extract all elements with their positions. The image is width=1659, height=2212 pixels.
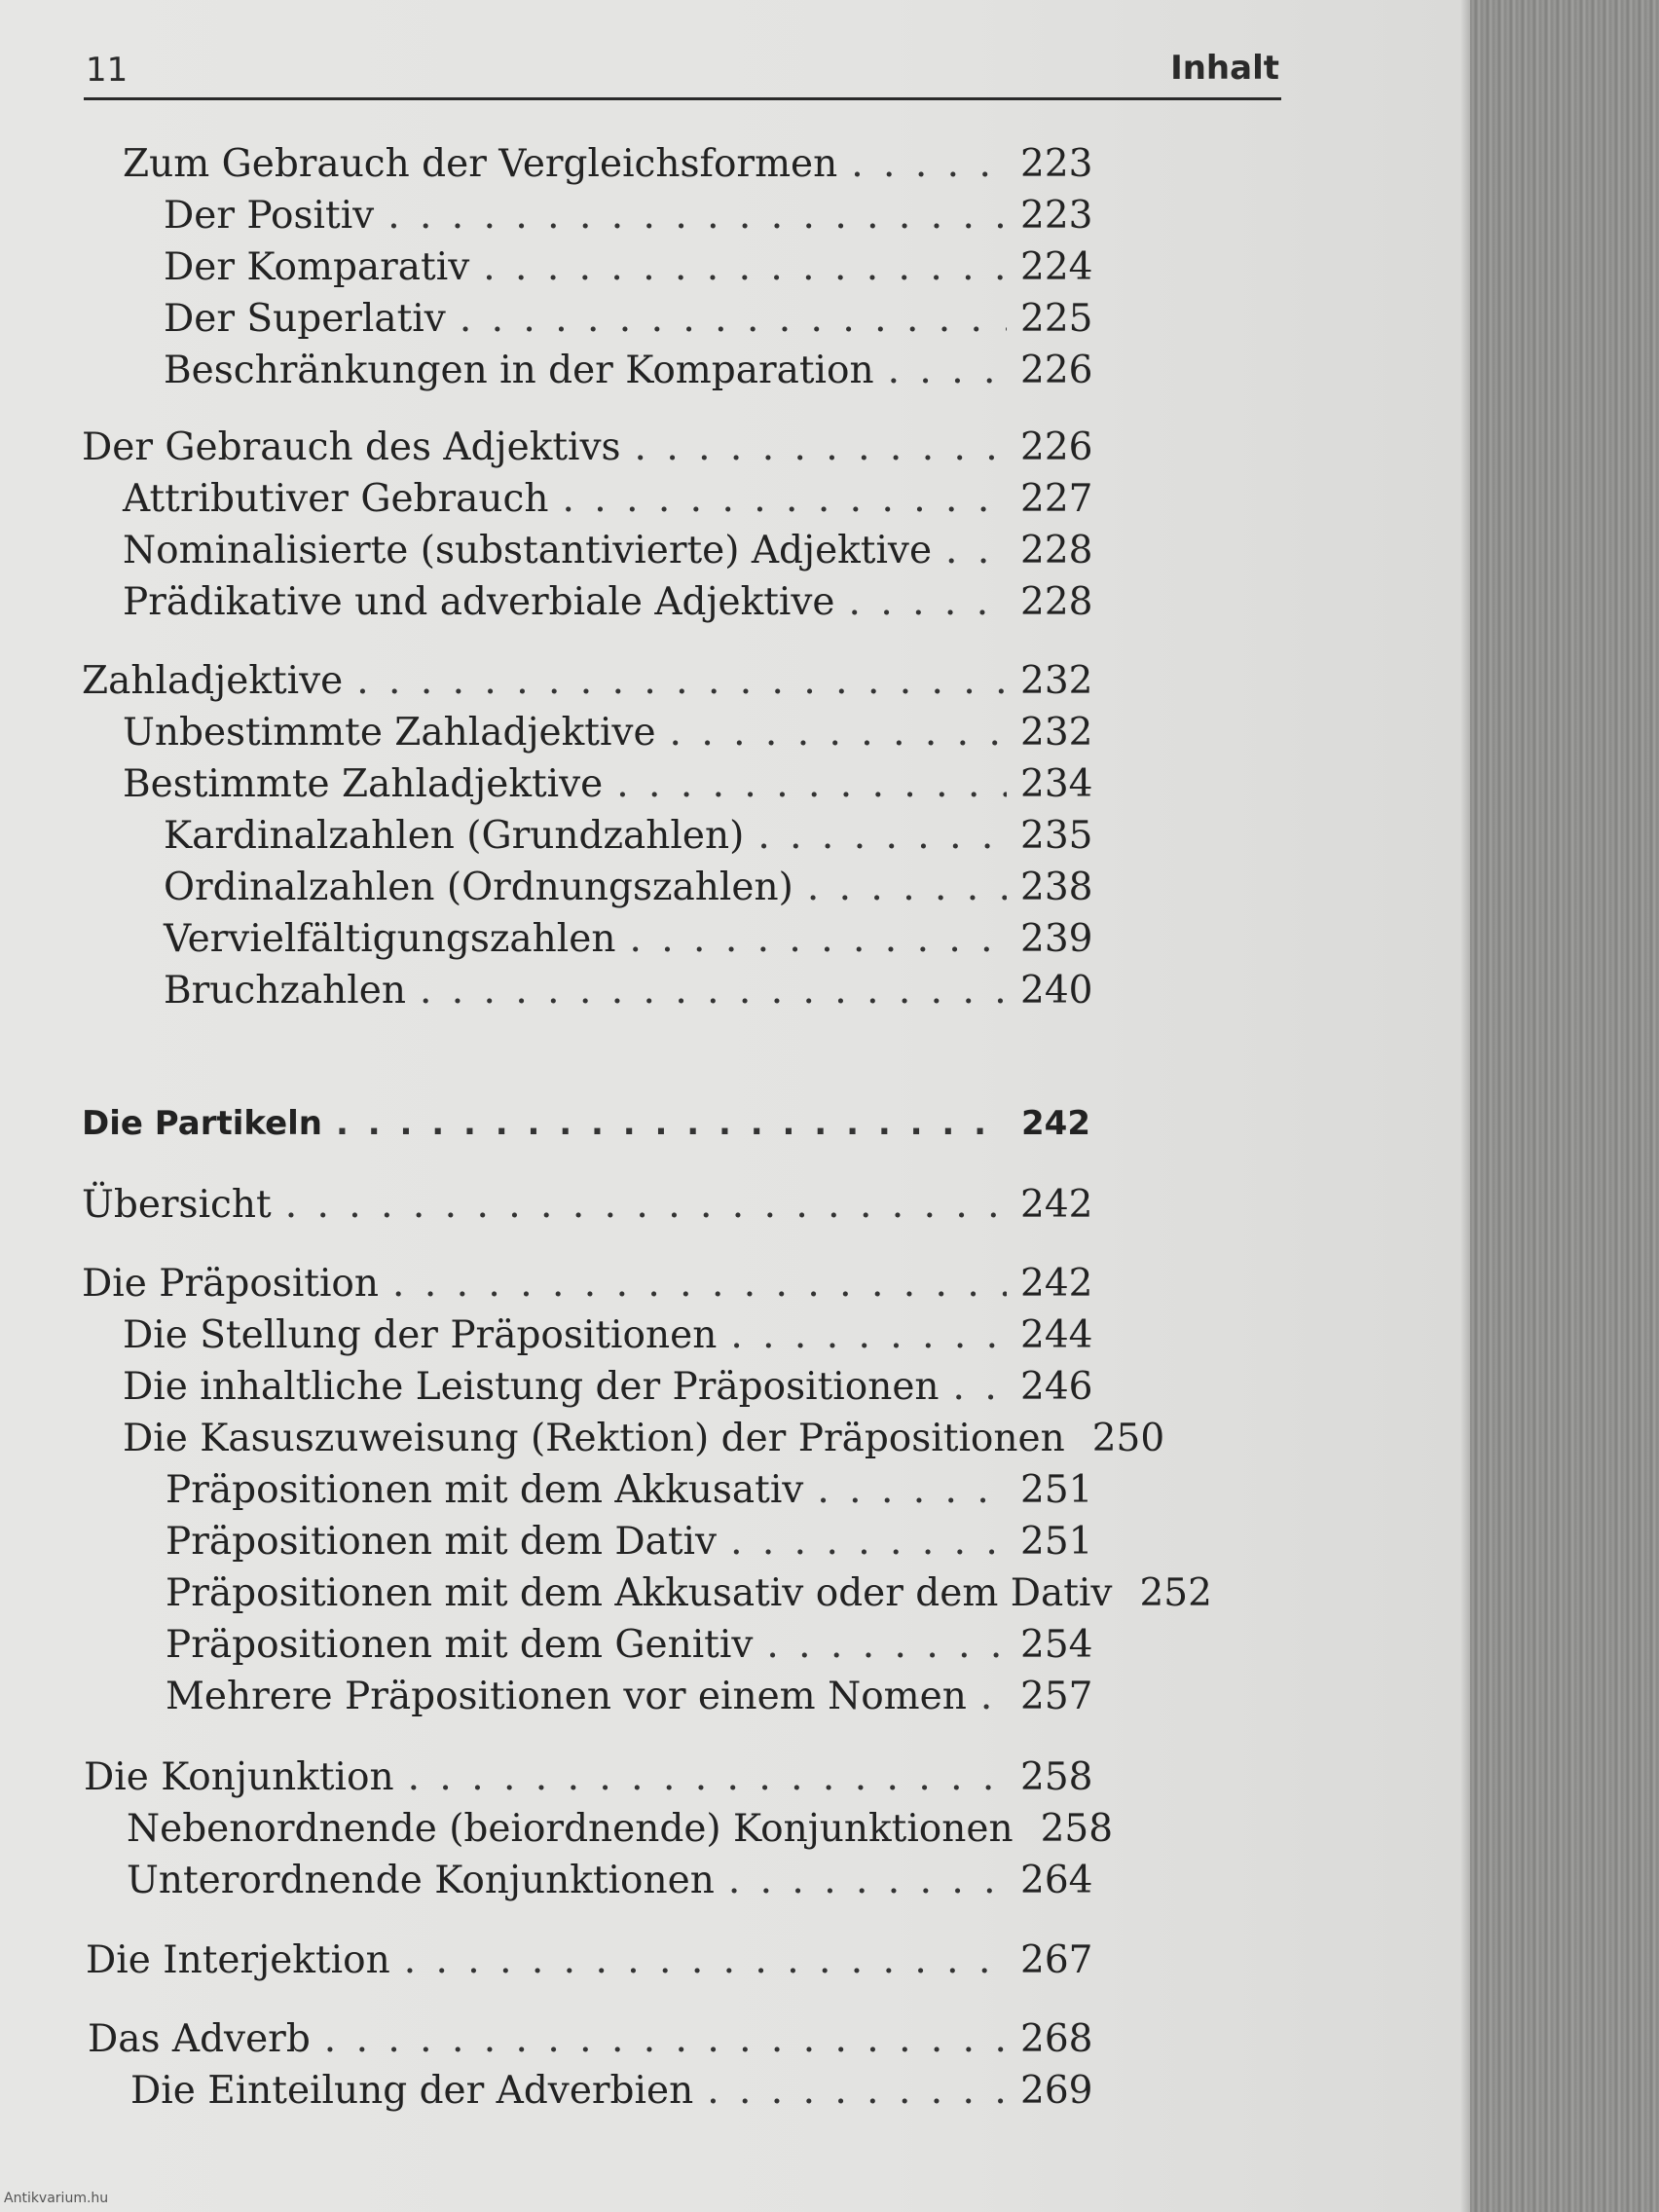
toc-entry-title: Die Interjektion <box>86 1938 390 1982</box>
toc-leader-dots <box>635 425 1007 469</box>
toc-entry-title: Bruchzahlen <box>164 969 406 1013</box>
toc-entry <box>130 2069 1093 2116</box>
toc-leader-dots <box>408 1755 1007 1799</box>
toc-entry-title: Ordinalzahlen (Ordnungszahlen) <box>164 866 793 909</box>
toc-entry-page: 232 <box>1020 659 1093 703</box>
toc-leader-dots <box>629 917 1007 961</box>
toc-entry-page: 258 <box>1040 1807 1114 1851</box>
toc-leader-dots <box>851 142 1007 186</box>
toc-leader-dots <box>730 1520 1007 1564</box>
toc-entry <box>123 1417 1165 1463</box>
toc-entry-page: 242 <box>1020 1183 1093 1227</box>
toc-leader-dots <box>616 762 1007 806</box>
toc-entry-title: Nebenordnende (beiordnende) Konjunktionen <box>127 1807 1014 1851</box>
toc-entry-title: Präpositionen mit dem Dativ <box>166 1520 718 1564</box>
toc-entry-page: 239 <box>1020 917 1093 961</box>
toc-entry-page: 244 <box>1020 1313 1093 1357</box>
toc-entry <box>164 349 1093 395</box>
toc-entry-page: 225 <box>1020 297 1093 341</box>
toc-entry-title: Mehrere Präpositionen vor einem Nomen <box>166 1675 967 1718</box>
toc-leader-dots <box>285 1183 1007 1227</box>
toc-entry-page: 232 <box>1020 711 1093 755</box>
toc-entry <box>164 814 1093 861</box>
toc-leader-dots <box>980 1675 1007 1718</box>
toc-leader-dots <box>807 866 1007 909</box>
toc-entry-title: Unterordnende Konjunktionen <box>127 1859 715 1902</box>
toc-leader-dots <box>356 659 1007 703</box>
toc-leader-dots <box>849 580 1007 624</box>
toc-leader-dots <box>945 529 1007 572</box>
toc-entry <box>82 425 1093 472</box>
toc-entry-page: 268 <box>1020 2017 1093 2061</box>
toc-entry-page: 242 <box>1020 1262 1093 1306</box>
toc-entry-page: 234 <box>1020 762 1093 806</box>
toc-entry-title: Kardinalzahlen (Grundzahlen) <box>164 814 745 858</box>
toc-entry <box>166 1623 1093 1670</box>
page-number: 11 <box>86 51 129 90</box>
toc-entry-title: Der Superlativ <box>164 297 446 341</box>
toc-entry <box>166 1520 1093 1567</box>
toc-leader-dots <box>387 194 1007 238</box>
toc-chapter-entry <box>82 1104 1090 1151</box>
toc-entry-title: Die Präposition <box>82 1262 380 1306</box>
toc-entry <box>82 1183 1093 1230</box>
toc-entry <box>166 1571 1212 1618</box>
toc-entry <box>164 245 1093 292</box>
toc-entry <box>164 866 1093 912</box>
toc-entry-title: Prädikative und adverbiale Adjektive <box>123 580 835 624</box>
toc-entry-title: Zum Gebrauch der Vergleichsformen <box>123 142 838 186</box>
toc-entry-page: 223 <box>1020 142 1093 186</box>
toc-leader-dots <box>730 1313 1007 1357</box>
toc-entry-title: Das Adverb <box>88 2017 311 2061</box>
toc-entry-title: Die Partikeln <box>82 1104 323 1143</box>
book-spine <box>1470 0 1659 2212</box>
toc-entry-page: 269 <box>1020 2069 1093 2113</box>
toc-entry <box>123 1365 1093 1412</box>
toc-entry-page: 226 <box>1020 425 1093 469</box>
toc-entry <box>127 1859 1093 1905</box>
toc-entry-page: 223 <box>1020 194 1093 238</box>
toc-entry <box>123 142 1093 189</box>
toc-entry-title: Die Stellung der Präpositionen <box>123 1313 718 1357</box>
toc-entry <box>88 2017 1093 2064</box>
toc-entry-title: Die Kasuszuweisung (Rektion) der Präpositionen <box>123 1417 1065 1460</box>
toc-entry-title: Unbestimmte Zahladjektive <box>123 711 656 755</box>
toc-leader-dots <box>707 2069 1007 2113</box>
toc-entry-title: Attributiver Gebrauch <box>123 477 549 521</box>
toc-entry <box>127 1807 1114 1854</box>
toc-entry-title: Die Konjunktion <box>84 1755 394 1799</box>
toc-entry-page: 264 <box>1020 1859 1093 1902</box>
toc-entry-page: 251 <box>1020 1520 1093 1564</box>
toc-entry-title: Der Positiv <box>164 194 375 238</box>
toc-entry-page: 252 <box>1139 1571 1212 1615</box>
toc-entry <box>164 194 1093 240</box>
toc-entry <box>166 1675 1093 1721</box>
toc-entry-page: 227 <box>1020 477 1093 521</box>
toc-entry-page: 254 <box>1020 1623 1093 1667</box>
toc-entry-page: 228 <box>1020 529 1093 572</box>
toc-entry <box>82 1262 1093 1309</box>
toc-leader-dots <box>817 1468 1007 1512</box>
toc-entry-title: Vervielfältigungszahlen <box>164 917 616 961</box>
toc-entry <box>123 711 1093 757</box>
toc-entry-page: 224 <box>1020 245 1093 289</box>
toc-entry-page: 246 <box>1020 1365 1093 1409</box>
toc-entry-page: 250 <box>1091 1417 1165 1460</box>
toc-entry-page: 228 <box>1020 580 1093 624</box>
toc-entry <box>166 1468 1093 1515</box>
toc-leader-dots <box>888 349 1007 392</box>
toc-entry <box>164 969 1093 1015</box>
toc-entry-page: 226 <box>1020 349 1093 392</box>
toc-entry-page: 267 <box>1020 1938 1093 1982</box>
toc-leader-dots <box>757 814 1007 858</box>
toc-entry-title: Beschränkungen in der Komparation <box>164 349 874 392</box>
toc-leader-dots <box>324 2017 1007 2061</box>
toc-entry-title: Präpositionen mit dem Akkusativ <box>166 1468 804 1512</box>
toc-leader-dots <box>563 477 1008 521</box>
page-header <box>84 49 1281 100</box>
toc-entry-page: 258 <box>1020 1755 1093 1799</box>
toc-entry-title: Der Komparativ <box>164 245 470 289</box>
toc-entry <box>164 297 1093 344</box>
toc-leader-dots <box>953 1365 1007 1409</box>
toc-entry-page: 257 <box>1020 1675 1093 1718</box>
toc-entry <box>123 580 1093 627</box>
toc-leader-dots <box>483 245 1007 289</box>
toc-entry <box>123 762 1093 809</box>
toc-leader-dots <box>420 969 1007 1013</box>
toc-leader-dots <box>392 1262 1007 1306</box>
toc-entry-page: 238 <box>1020 866 1093 909</box>
toc-leader-dots <box>766 1623 1007 1667</box>
toc-entry-title: Nominalisierte (substantivierte) Adjektive <box>123 529 933 572</box>
toc-leader-dots <box>670 711 1007 755</box>
toc-entry <box>164 917 1093 964</box>
toc-entry-title: Präpositionen mit dem Akkusativ oder dem Dativ <box>166 1571 1113 1615</box>
toc-entry-page: 240 <box>1020 969 1093 1013</box>
toc-entry-title: Übersicht <box>82 1183 272 1227</box>
toc-entry <box>84 1755 1093 1802</box>
toc-entry <box>123 477 1093 524</box>
toc-entry-title: Zahladjektive <box>82 659 344 703</box>
toc-leader-dots <box>728 1859 1007 1902</box>
toc-leader-dots <box>460 297 1007 341</box>
running-head: Inhalt <box>1170 49 1279 88</box>
toc-entry <box>123 1313 1093 1360</box>
toc-entry-title: Die Einteilung der Adverbien <box>130 2069 694 2113</box>
toc-entry-title: Die inhaltliche Leistung der Präpositionen <box>123 1365 940 1409</box>
toc-entry <box>82 659 1093 706</box>
toc-entry-page: 242 <box>1021 1104 1090 1143</box>
toc-entry <box>86 1938 1093 1985</box>
toc-entry <box>123 529 1093 575</box>
toc-entry-title: Der Gebrauch des Adjektivs <box>82 425 621 469</box>
toc-entry-title: Bestimmte Zahladjektive <box>123 762 604 806</box>
toc-entry-page: 235 <box>1020 814 1093 858</box>
toc-leader-dots <box>336 1104 1007 1143</box>
toc-entry-title: Präpositionen mit dem Genitiv <box>166 1623 754 1667</box>
toc-entry-page: 251 <box>1020 1468 1093 1512</box>
watermark: Antikvarium.hu <box>4 2191 109 2206</box>
toc-leader-dots <box>404 1938 1007 1982</box>
